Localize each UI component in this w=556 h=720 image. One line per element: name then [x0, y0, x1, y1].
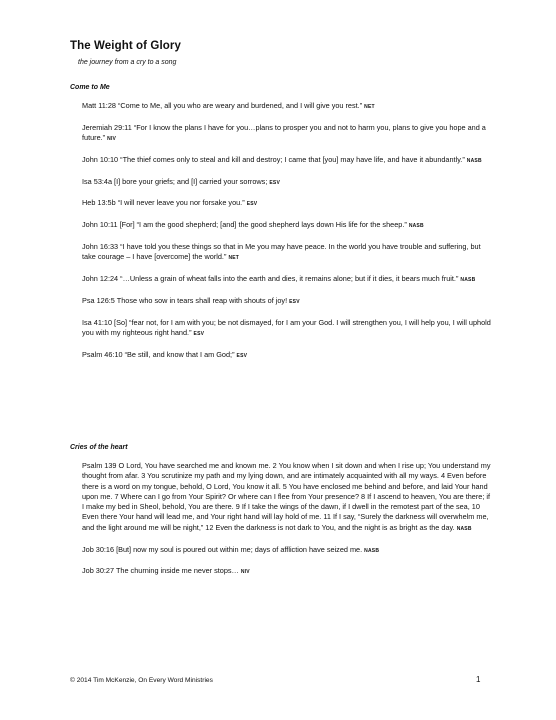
section-heading-come-to-me: Come to Me [70, 84, 110, 91]
version-label: NASB [466, 157, 482, 164]
section-come-to-me-entries [82, 101, 492, 372]
verse-text: Job 30:27 The churning inside me never stops… [82, 566, 239, 576]
verse-entry [82, 220, 492, 231]
version-label: NIV [240, 569, 250, 576]
verse-entry [82, 274, 492, 285]
verse-text: John 10:10 “The thief comes only to steal and kill and destroy; I came that [you] may have life, and have it abundantly.” [82, 154, 465, 164]
verse-text: John 10:11 [For] “I am the good shepherd; [and] the good shepherd lays down His life for the sheep.” [82, 220, 407, 230]
page-number: 1 [476, 675, 481, 684]
verse-text: Job 30:16 [But] now my soul is poured out within me; days of affliction have seized me. [82, 544, 363, 554]
section-heading-cries-of-the-heart: Cries of the heart [70, 444, 128, 451]
verse-text: Psalm 139 O Lord, You have searched me and known me. 2 You know when I sit down and when I rise up; You understand my thought from afar. 3 You scrutinize my path and my lying down, and are intimately acquainted with all my ways. 4 Even before there is a word on my tongue, behold, O Lord, You know it all. 5 You have enclosed me behind and before, and laid Your hand upon me. 7 Where can I go from Your Spirit? Or where can I flee from Your presence? 8 If I ascend to heaven, You are there; if I make my bed in Sheol, behold, You are there. 9 If I take the wings of the dawn, if I dwell in the remotest part of the sea, 10 Even there Your hand will lead me, and Your right hand will lay hold of me. 11 If I say, “Surely the darkness will overwhelm me, and the light around me will be night,” 12 Even the darkness is not dark to You, and the night is as bright as the day. [82, 461, 491, 532]
verse-text: Psa 126:5 Those who sow in tears shall reap with shouts of joy! [82, 295, 288, 305]
verse-entry [82, 461, 492, 534]
verse-entry [82, 198, 492, 209]
verse-text: John 12:24 “…Unless a grain of wheat falls into the earth and dies, it remains alone; but if it dies, it bears much fruit.” [82, 274, 459, 284]
verse-entry [82, 296, 492, 307]
document-subtitle: the journey from a cry to a song [78, 59, 177, 66]
verse-entry [82, 123, 492, 145]
verse-entry [82, 155, 492, 166]
version-label: ESV [246, 201, 258, 208]
version-label: NET [228, 255, 240, 262]
version-label: NIV [107, 136, 117, 143]
verse-entry [82, 318, 492, 340]
footer-copyright: © 2014 Tim McKenzie, On Every Word Ministries [70, 677, 213, 684]
section-cries-entries [82, 461, 492, 588]
version-label: ESV [289, 298, 300, 305]
verse-text: Psalm 46:10 “Be still, and know that I am God;” [82, 349, 235, 359]
verse-entry [82, 350, 492, 361]
version-label: ESV [236, 352, 248, 359]
verse-text: John 16:33 “I have told you these things so that in Me you may have peace. In the world you have trouble and suffering, but take courage – I have [overcome] the world.” [82, 242, 481, 262]
verse-text: Matt 11:28 “Come to Me, all you who are weary and burdened, and I will give you rest.” [82, 101, 363, 110]
verse-entry [82, 545, 492, 556]
verse-entry [82, 242, 492, 264]
verse-text: Heb 13:5b “I will never leave you nor forsake you.” [82, 198, 245, 208]
verse-text: Isa 53:4a [I] bore your griefs; and [I] carried your sorrows; [82, 176, 268, 186]
verse-entry [82, 566, 492, 577]
version-label: NASB [408, 223, 424, 230]
version-label: ESV [269, 179, 280, 186]
version-label: NASB [364, 547, 380, 554]
verse-text: Jeremiah 29:11 “For I know the plans I have for you…plans to prosper you and not to harm you, plans to give you hope and a future.” [82, 122, 486, 143]
verse-entry [82, 101, 492, 112]
version-label: NASB [456, 525, 472, 532]
verse-text: Isa 41:10 [So] “fear not, for I am with you; be not dismayed, for I am your God. I will strengthen you, I will help you, I will uphold you with my righteous right hand.” [82, 317, 491, 338]
version-label: NET [364, 104, 375, 110]
version-label: NASB [460, 277, 476, 284]
document-title: The Weight of Glory [70, 40, 181, 52]
verse-entry [82, 177, 492, 188]
version-label: ESV [193, 331, 205, 338]
